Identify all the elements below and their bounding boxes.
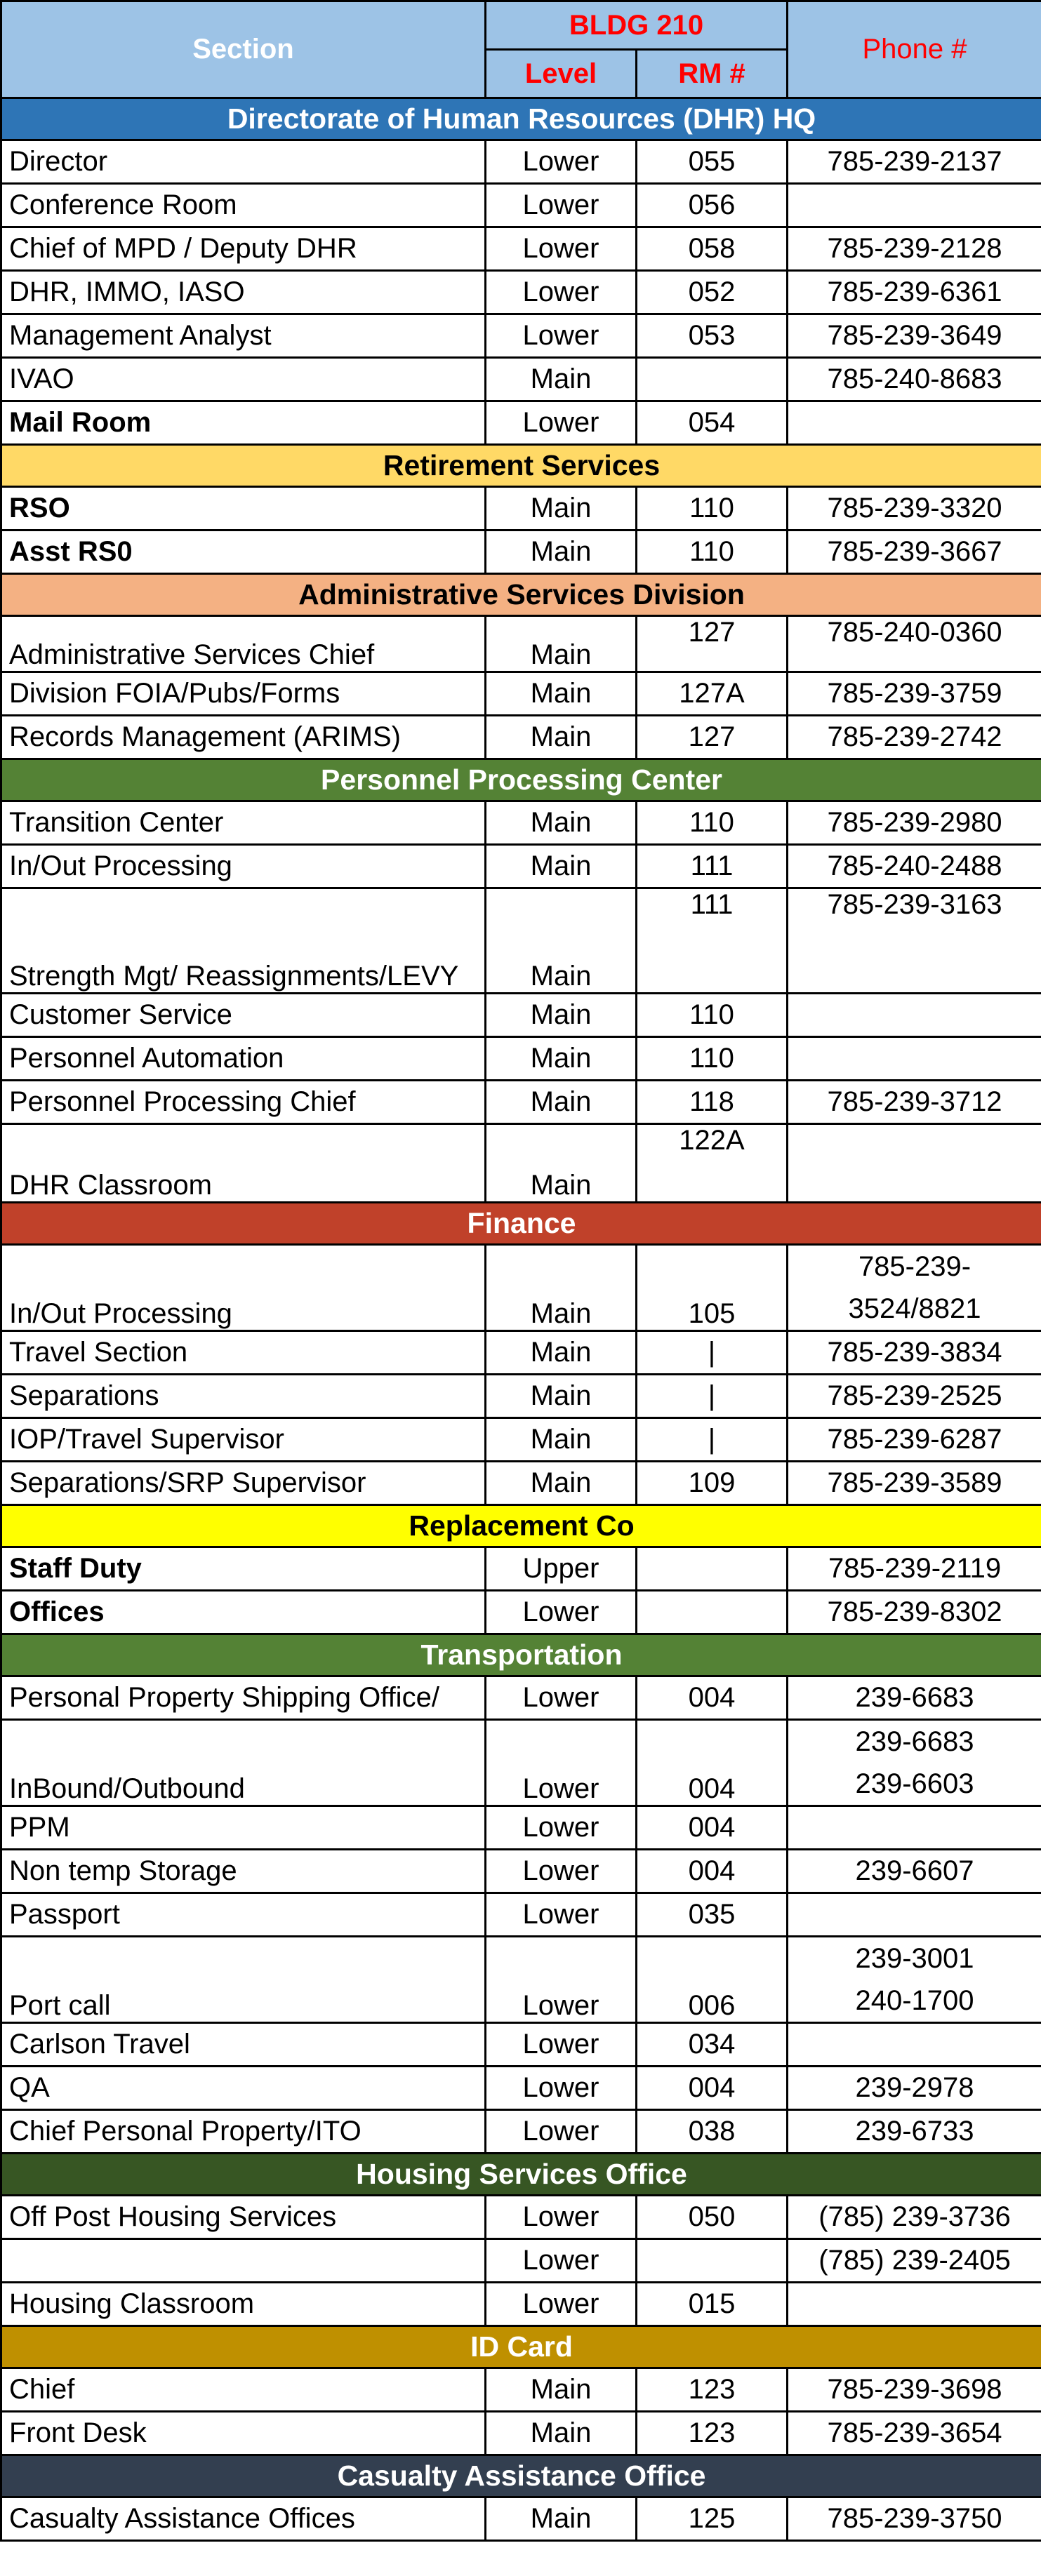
table-row — [1, 1937, 1041, 2023]
room-cell: 123 — [637, 2412, 788, 2455]
phone-cell — [788, 227, 1041, 271]
phone-cell — [788, 1850, 1041, 1893]
table-row — [1, 1806, 1041, 1850]
section-cell: Chief Personal Property/ITO — [1, 2110, 486, 2154]
phone-number: 785-239-3649 — [827, 320, 1002, 351]
phone-cell — [788, 2023, 1041, 2067]
table-row — [1, 1081, 1041, 1124]
section-cell: Transition Center — [1, 801, 486, 845]
group-title: Casualty Assistance Office — [1, 2455, 1041, 2497]
group-title: Administrative Services Division — [1, 574, 1041, 616]
phone-cell — [788, 2283, 1041, 2326]
table-row — [1, 616, 1041, 672]
table-row — [1, 2368, 1041, 2412]
section-cell: Records Management (ARIMS) — [1, 716, 486, 759]
level-cell: Main — [486, 2412, 637, 2455]
phone-cell — [788, 1676, 1041, 1720]
phone-cell — [788, 2196, 1041, 2239]
table-row — [1, 1893, 1041, 1937]
table-row — [1, 1462, 1041, 1505]
room-cell: 006 — [637, 1937, 788, 2023]
level-cell: Lower — [486, 184, 637, 227]
group-title: ID Card — [1, 2326, 1041, 2368]
section-cell: Division FOIA/Pubs/Forms — [1, 672, 486, 716]
section-cell: Offices — [1, 1591, 486, 1634]
phone-number: 785-239-3750 — [827, 2503, 1002, 2534]
section-cell: Port call — [1, 1937, 486, 2023]
section-cell: Carlson Travel — [1, 2023, 486, 2067]
section-cell: Personnel Processing Chief — [1, 1081, 486, 1124]
section-cell: IOP/Travel Supervisor — [1, 1418, 486, 1462]
level-cell: Lower — [486, 401, 637, 445]
group-band — [1, 1634, 1041, 1676]
section-cell: Director — [1, 140, 486, 184]
phone-number: 785-239-2525 — [827, 1380, 1002, 1411]
phone-cell — [788, 271, 1041, 314]
table-row — [1, 358, 1041, 401]
level-cell: Upper — [486, 1547, 637, 1591]
room-cell: 004 — [637, 1676, 788, 1720]
phone-number: 785-239-2128 — [827, 233, 1002, 264]
level-cell: Main — [486, 1081, 637, 1124]
phone-cell — [788, 401, 1041, 445]
phone-number: 785-240-8683 — [827, 363, 1002, 394]
room-cell — [637, 1547, 788, 1591]
room-cell: 055 — [637, 140, 788, 184]
table-row — [1, 672, 1041, 716]
group-band — [1, 2326, 1041, 2368]
phone-cell — [788, 716, 1041, 759]
table-row — [1, 2023, 1041, 2067]
level-cell: Lower — [486, 1591, 637, 1634]
phone-cell — [788, 358, 1041, 401]
table-row — [1, 1037, 1041, 1081]
table-row — [1, 2110, 1041, 2154]
section-cell: In/Out Processing — [1, 845, 486, 888]
section-cell: Staff Duty — [1, 1547, 486, 1591]
group-title: Transportation — [1, 1634, 1041, 1676]
level-cell: Lower — [486, 227, 637, 271]
phone-cell — [788, 616, 1041, 672]
section-cell: Separations/SRP Supervisor — [1, 1462, 486, 1505]
room-cell: 105 — [637, 1245, 788, 1331]
table-row — [1, 888, 1041, 994]
level-cell: Main — [486, 845, 637, 888]
level-cell: Main — [486, 1124, 637, 1203]
table-row — [1, 314, 1041, 358]
phone-number: 239-6607 — [855, 1855, 974, 1886]
table-row — [1, 2196, 1041, 2239]
level-cell: Lower — [486, 271, 637, 314]
level-cell: Lower — [486, 2023, 637, 2067]
phone-cell — [788, 2110, 1041, 2154]
section-cell: Housing Classroom — [1, 2283, 486, 2326]
group-band — [1, 445, 1041, 487]
section-cell: InBound/Outbound — [1, 1720, 486, 1806]
room-cell: | — [637, 1375, 788, 1418]
room-cell: 035 — [637, 1893, 788, 1937]
room-cell: 058 — [637, 227, 788, 271]
room-cell: 127 — [637, 616, 788, 672]
phone-number: 239-6603 — [855, 1768, 974, 1799]
phone-number: 785-239-3834 — [827, 1337, 1002, 1368]
phone-cell — [788, 672, 1041, 716]
room-column-header: RM # — [637, 50, 788, 98]
table-row — [1, 2283, 1041, 2326]
phone-cell — [788, 888, 1041, 994]
room-cell: 054 — [637, 401, 788, 445]
phone-cell — [788, 845, 1041, 888]
section-cell: Strength Mgt/ Reassignments/LEVY — [1, 888, 486, 994]
table-row — [1, 2497, 1041, 2541]
group-band — [1, 1203, 1041, 1245]
phone-cell — [788, 2412, 1041, 2455]
table-row — [1, 530, 1041, 574]
phone-number: 785-240-0360 — [827, 617, 1002, 648]
phone-number: 785-239-2742 — [827, 721, 1002, 752]
group-title: Retirement Services — [1, 445, 1041, 487]
building-header: BLDG 210 — [486, 1, 788, 50]
phone-number: 785-239-3320 — [827, 493, 1002, 523]
room-cell: 110 — [637, 801, 788, 845]
phone-number: 785-239-2119 — [828, 1553, 1002, 1584]
level-cell: Main — [486, 994, 637, 1037]
room-cell: 056 — [637, 184, 788, 227]
section-cell: Front Desk — [1, 2412, 486, 2455]
table-row — [1, 1124, 1041, 1203]
phone-number: 785-239-3163 — [827, 889, 1002, 920]
section-cell: Asst RS0 — [1, 530, 486, 574]
phone-cell — [788, 1591, 1041, 1634]
phone-cell — [788, 314, 1041, 358]
phone-cell — [788, 2497, 1041, 2541]
table-row — [1, 1850, 1041, 1893]
group-title: Replacement Co — [1, 1505, 1041, 1547]
section-cell: Separations — [1, 1375, 486, 1418]
room-cell: 127 — [637, 716, 788, 759]
level-cell: Lower — [486, 2196, 637, 2239]
section-cell: DHR, IMMO, IASO — [1, 271, 486, 314]
group-band — [1, 574, 1041, 616]
section-cell: In/Out Processing — [1, 1245, 486, 1331]
level-column-header: Level — [486, 50, 637, 98]
room-cell: 123 — [637, 2368, 788, 2412]
phone-cell — [788, 1375, 1041, 1418]
section-cell: Administrative Services Chief — [1, 616, 486, 672]
section-cell: DHR Classroom — [1, 1124, 486, 1203]
phone-cell — [788, 1547, 1041, 1591]
level-cell: Main — [486, 358, 637, 401]
room-cell: 110 — [637, 1037, 788, 1081]
group-band — [1, 2154, 1041, 2196]
section-cell: Conference Room — [1, 184, 486, 227]
phone-cell — [788, 801, 1041, 845]
table-row — [1, 1245, 1041, 1331]
room-cell: 004 — [637, 1806, 788, 1850]
section-cell: RSO — [1, 487, 486, 530]
phone-cell — [788, 530, 1041, 574]
level-cell: Main — [486, 1462, 637, 1505]
room-cell: 110 — [637, 994, 788, 1037]
table-row — [1, 1418, 1041, 1462]
phone-number: 239-3001 — [855, 1943, 974, 1974]
section-cell: Travel Section — [1, 1331, 486, 1375]
phone-number: 785-239-3589 — [827, 1467, 1002, 1498]
phone-cell — [788, 1937, 1041, 2023]
room-cell: 004 — [637, 1850, 788, 1893]
room-cell: | — [637, 1331, 788, 1375]
phone-cell — [788, 1893, 1041, 1937]
phone-number: 239-6733 — [855, 2116, 974, 2147]
room-cell: 127A — [637, 672, 788, 716]
room-cell: 125 — [637, 2497, 788, 2541]
level-cell: Lower — [486, 1893, 637, 1937]
room-cell: 110 — [637, 530, 788, 574]
room-cell: 015 — [637, 2283, 788, 2326]
phone-number: 785-239-3712 — [827, 1086, 1002, 1117]
level-cell: Lower — [486, 1937, 637, 2023]
section-column-header: Section — [1, 1, 486, 98]
group-band — [1, 1505, 1041, 1547]
group-band — [1, 759, 1041, 801]
phone-cell — [788, 487, 1041, 530]
column-header — [0, 0, 1041, 99]
level-cell: Main — [486, 1245, 637, 1331]
table-row — [1, 845, 1041, 888]
table-row — [1, 184, 1041, 227]
section-cell: Personal Property Shipping Office/ — [1, 1676, 486, 1720]
table-row — [1, 1676, 1041, 1720]
level-cell: Lower — [486, 1676, 637, 1720]
level-cell: Lower — [486, 1806, 637, 1850]
room-cell — [637, 358, 788, 401]
phone-cell — [788, 1462, 1041, 1505]
room-cell: 053 — [637, 314, 788, 358]
level-cell: Lower — [486, 140, 637, 184]
section-cell: Passport — [1, 1893, 486, 1937]
room-cell: 111 — [637, 888, 788, 994]
directory-table — [0, 97, 1041, 2542]
section-cell: Management Analyst — [1, 314, 486, 358]
room-cell: 122A — [637, 1124, 788, 1203]
phone-number: 785-239-3667 — [827, 536, 1002, 567]
level-cell: Main — [486, 1375, 637, 1418]
group-title: Housing Services Office — [1, 2154, 1041, 2196]
room-cell: 052 — [637, 271, 788, 314]
table-row — [1, 487, 1041, 530]
phone-number: 3524/8821 — [848, 1293, 981, 1324]
level-cell: Main — [486, 487, 637, 530]
phone-number: 785-239-2137 — [827, 146, 1002, 177]
level-cell: Lower — [486, 1850, 637, 1893]
group-title: Directorate of Human Resources (DHR) HQ — [1, 98, 1041, 140]
phone-number: 240-1700 — [855, 1985, 974, 2016]
table-row — [1, 1547, 1041, 1591]
phone-number: 785-239-3654 — [827, 2417, 1002, 2448]
phone-number: 785-239-3698 — [827, 2374, 1002, 2405]
phone-cell — [788, 2239, 1041, 2283]
section-cell: Mail Room — [1, 401, 486, 445]
room-cell — [637, 2239, 788, 2283]
phone-cell — [788, 1720, 1041, 1806]
phone-cell — [788, 2067, 1041, 2110]
level-cell: Lower — [486, 2110, 637, 2154]
phone-cell — [788, 1418, 1041, 1462]
phone-number: 785-239- — [858, 1251, 972, 1282]
phone-number: 785-239-6287 — [827, 1424, 1002, 1455]
level-cell: Main — [486, 716, 637, 759]
level-cell: Main — [486, 1418, 637, 1462]
phone-cell — [788, 1331, 1041, 1375]
section-cell: QA — [1, 2067, 486, 2110]
room-cell: 004 — [637, 1720, 788, 1806]
section-cell: Non temp Storage — [1, 1850, 486, 1893]
room-cell: 038 — [637, 2110, 788, 2154]
table-row — [1, 994, 1041, 1037]
phone-cell — [788, 1037, 1041, 1081]
room-cell: 118 — [637, 1081, 788, 1124]
section-cell: Chief — [1, 2368, 486, 2412]
room-cell: 111 — [637, 845, 788, 888]
level-cell: Lower — [486, 2283, 637, 2326]
table-row — [1, 227, 1041, 271]
level-cell: Main — [486, 1331, 637, 1375]
section-cell: Customer Service — [1, 994, 486, 1037]
table-row — [1, 801, 1041, 845]
phone-cell — [788, 1081, 1041, 1124]
section-cell: PPM — [1, 1806, 486, 1850]
phone-number: (785) 239-2405 — [818, 2245, 1011, 2276]
phone-number: 239-6683 — [855, 1726, 974, 1757]
table-row — [1, 1720, 1041, 1806]
group-band — [1, 98, 1041, 140]
phone-number: 785-239-2980 — [827, 807, 1002, 838]
table-row — [1, 2412, 1041, 2455]
phone-number: 785-239-6361 — [827, 276, 1002, 307]
room-cell: 004 — [637, 2067, 788, 2110]
level-cell: Lower — [486, 1720, 637, 1806]
phone-cell — [788, 1245, 1041, 1331]
section-cell: IVAO — [1, 358, 486, 401]
table-row — [1, 140, 1041, 184]
room-cell: 109 — [637, 1462, 788, 1505]
group-title: Personnel Processing Center — [1, 759, 1041, 801]
level-cell: Lower — [486, 314, 637, 358]
table-row — [1, 1331, 1041, 1375]
table-row — [1, 2067, 1041, 2110]
section-cell: Off Post Housing Services — [1, 2196, 486, 2239]
phone-cell — [788, 994, 1041, 1037]
phone-column-header: Phone # — [788, 1, 1041, 98]
table-row — [1, 1591, 1041, 1634]
table-row — [1, 271, 1041, 314]
table-row — [1, 401, 1041, 445]
section-cell: Chief of MPD / Deputy DHR — [1, 227, 486, 271]
phone-cell — [788, 2368, 1041, 2412]
level-cell: Main — [486, 672, 637, 716]
section-cell: Personnel Automation — [1, 1037, 486, 1081]
group-title: Finance — [1, 1203, 1041, 1245]
phone-cell — [788, 1124, 1041, 1203]
phone-cell — [788, 184, 1041, 227]
room-cell: 050 — [637, 2196, 788, 2239]
phone-number: 785-239-8302 — [827, 1596, 1002, 1627]
room-cell: 034 — [637, 2023, 788, 2067]
phone-cell — [788, 140, 1041, 184]
level-cell: Main — [486, 2368, 637, 2412]
level-cell: Main — [486, 616, 637, 672]
phone-number: 785-240-2488 — [827, 850, 1002, 881]
level-cell: Lower — [486, 2239, 637, 2283]
group-band — [1, 2455, 1041, 2497]
table-row — [1, 2239, 1041, 2283]
room-cell — [637, 1591, 788, 1634]
level-cell: Main — [486, 530, 637, 574]
section-cell — [1, 2239, 486, 2283]
level-cell: Main — [486, 1037, 637, 1081]
level-cell: Main — [486, 801, 637, 845]
room-cell: 110 — [637, 487, 788, 530]
table-row — [1, 1375, 1041, 1418]
level-cell: Lower — [486, 2067, 637, 2110]
level-cell: Main — [486, 2497, 637, 2541]
phone-number: 239-6683 — [855, 1682, 974, 1713]
table-row — [1, 716, 1041, 759]
level-cell: Main — [486, 888, 637, 994]
room-cell: | — [637, 1418, 788, 1462]
phone-number: (785) 239-3736 — [818, 2201, 1011, 2232]
phone-cell — [788, 1806, 1041, 1850]
phone-number: 785-239-3759 — [827, 678, 1002, 709]
section-cell: Casualty Assistance Offices — [1, 2497, 486, 2541]
phone-number: 239-2978 — [855, 2072, 974, 2103]
